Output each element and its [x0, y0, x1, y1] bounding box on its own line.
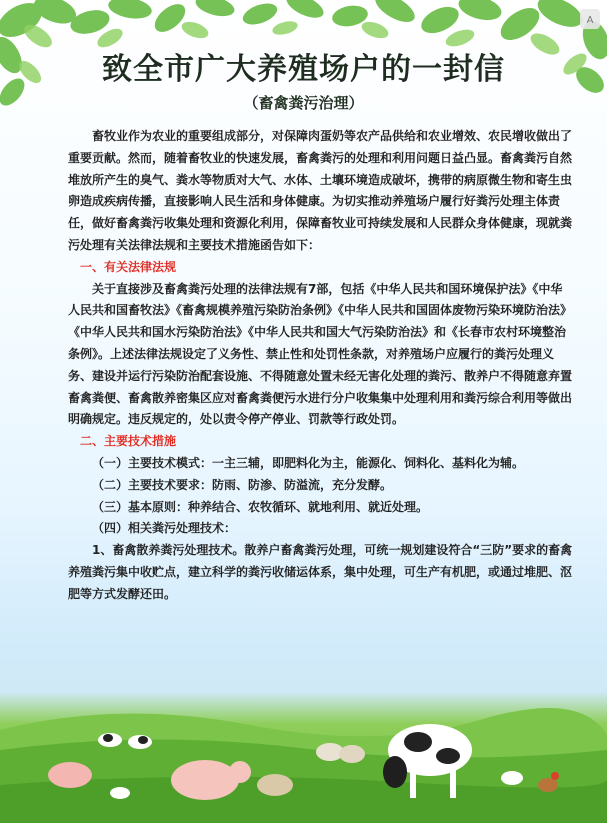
laws-paragraph: 关于直接涉及畜禽粪污处理的法律法规有7部，包括《中华人民共和国环境保护法》《中华人民共和国畜牧法》《畜禽规模养殖污染防治条例》《中华人民共和国固体废物污染环境防治法》《中华人民共和国水污染防治法》《中华人民共和国大气污染防治法》和《长春市农村环境整治条例》。上述法律法规设定了义务性、禁止性和处罚性条款，对养殖场户应履行的粪污处理义务、建设并运行污染防治配套设施、不得随意处置未经无害化处理的粪污、散养户不得随意弃置畜禽粪便、畜禽散养密集区应对畜禽粪便污水进行分户收集集中处理利用和粪污综合利用等做出明确规定。违反规定的，处以责令停产停业、罚款等行政处罚。: [68, 281, 573, 427]
section-heading-laws: 一、有关法律法规: [80, 259, 177, 274]
page-title: 致全市广大养殖场户的一封信: [102, 52, 505, 87]
tech-item: （二）主要技术要求：防雨、防渗、防溢流，充分发酵。: [92, 477, 393, 492]
svg-text:A: A: [586, 15, 594, 26]
tech-detail-paragraph: 1、畜禽散养粪污处理技术。散养户畜禽粪污处理，可统一规划建设符合“三防”要求的畜禽养殖粪污集中收贮点，建立科学的粪污收储运体系，集中处理，可生产有机肥，或通过堆肥、沤肥等方式发酵还田。: [68, 543, 573, 601]
section-heading-tech: 二、主要技术措施: [80, 434, 177, 449]
tech-item: （三）基本原则：种养结合、农牧循环、就地利用、就近处理。: [92, 499, 429, 514]
intro-paragraph: 畜牧业作为农业的重要组成部分，对保障肉蛋奶等农产品供给和农业增效、农民增收做出了重要贡献。然而，随着畜牧业的快速发展，畜禽粪污的处理和利用问题日益凸显。畜禽粪污自然堆放所产生的臭气、粪水等物质对大气、水体、土壤环境造成破坏，携带的病原微生物和寄生虫卵造成疾病传播，直接影响人民生活和身体健康。为切实推动养殖场户履行好粪污处理主体责任，做好畜禽粪污收集处理和资源化利用，保障畜牧业可持续发展和人民群众身体健康，现就粪污处理有关法律法规和主要技术措施函告如下：: [68, 129, 573, 252]
translate-icon[interactable]: [579, 8, 601, 30]
farm-scene-illustration: [0, 690, 607, 823]
page-subtitle: （畜禽粪污治理）: [243, 94, 364, 112]
tech-item: （一）主要技术模式：一主三辅，即肥料化为主，能源化、饲料化、基料化为辅。: [92, 455, 525, 470]
letter-body: [68, 126, 574, 606]
tech-item: （四）相关粪污处理技术：: [92, 521, 237, 536]
